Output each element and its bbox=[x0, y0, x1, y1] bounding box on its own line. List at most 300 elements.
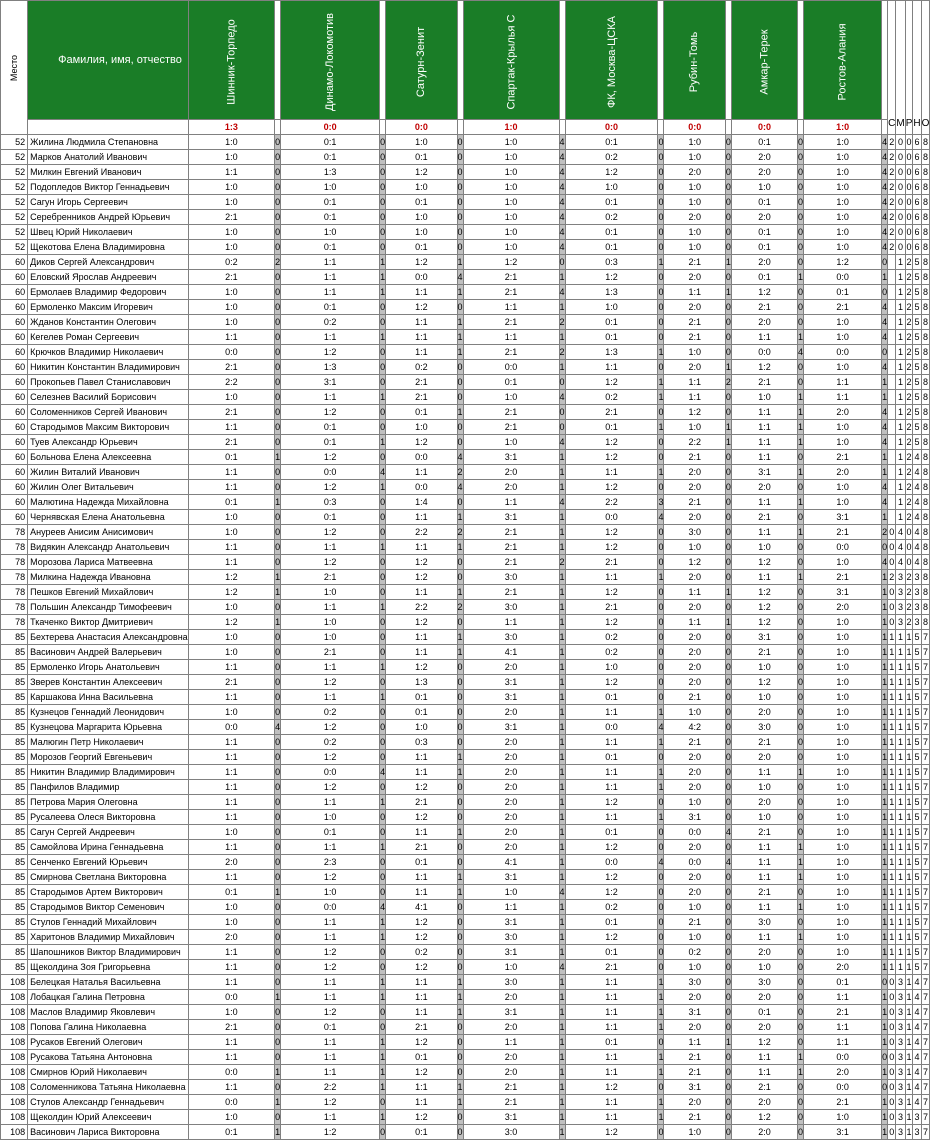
place-cell: 60 bbox=[1, 315, 28, 330]
points-cell: 1 bbox=[882, 945, 888, 960]
points-cell: 1 bbox=[725, 435, 731, 450]
match-header bbox=[731, 1, 797, 120]
points-cell: 0 bbox=[380, 750, 386, 765]
name-cell: Марков Анатолий Иванович bbox=[28, 150, 189, 165]
points-cell: 1 bbox=[275, 1095, 281, 1110]
prediction-cell: 2:3 bbox=[281, 855, 380, 870]
stat-cell: 1 bbox=[905, 645, 913, 660]
prediction-cell: 1:1 bbox=[386, 510, 457, 525]
points-cell: 0 bbox=[658, 690, 664, 705]
prediction-cell: 1:2 bbox=[731, 675, 797, 690]
match-result: 0:0 bbox=[386, 120, 457, 135]
stat-cell: 1 bbox=[896, 795, 905, 810]
points-cell: 1 bbox=[882, 705, 888, 720]
prediction-cell: 1:1 bbox=[731, 330, 797, 345]
stat-cell: 2 bbox=[905, 510, 913, 525]
stat-cell: 2 bbox=[905, 300, 913, 315]
points-cell: 0 bbox=[275, 360, 281, 375]
points-cell: 1 bbox=[457, 990, 463, 1005]
points-cell: 1 bbox=[559, 795, 565, 810]
stat-cell: 1 bbox=[896, 375, 905, 390]
prediction-cell: 2:1 bbox=[804, 525, 882, 540]
stat-cell: 2 bbox=[888, 150, 896, 165]
place-header bbox=[1, 1, 28, 135]
points-cell: 1 bbox=[882, 840, 888, 855]
prediction-cell: 2:0 bbox=[664, 1020, 725, 1035]
stat-cell: 8 bbox=[921, 450, 930, 465]
points-cell: 0 bbox=[658, 600, 664, 615]
place-cell: 60 bbox=[1, 480, 28, 495]
prediction-cell: 2:1 bbox=[463, 585, 559, 600]
points-cell: 1 bbox=[882, 630, 888, 645]
points-cell: 0 bbox=[725, 735, 731, 750]
prediction-cell: 0:1 bbox=[188, 1125, 274, 1140]
stat-cell: 7 bbox=[921, 690, 930, 705]
points-cell: 0 bbox=[275, 210, 281, 225]
points-cell: 1 bbox=[658, 390, 664, 405]
stat-cell: 7 bbox=[921, 825, 930, 840]
name-cell: Ануреев Анисим Анисимович bbox=[28, 525, 189, 540]
place-cell: 85 bbox=[1, 900, 28, 915]
stat-cell: 4 bbox=[913, 1005, 921, 1020]
prediction-cell: 1:1 bbox=[188, 780, 274, 795]
points-cell: 4 bbox=[559, 435, 565, 450]
name-cell: Соломенникова Татьяна Николаевна bbox=[28, 1080, 189, 1095]
points-cell: 0 bbox=[380, 555, 386, 570]
prediction-cell: 4:1 bbox=[463, 645, 559, 660]
prediction-cell: 0:1 bbox=[565, 915, 658, 930]
points-cell: 0 bbox=[457, 855, 463, 870]
prediction-cell: 2:0 bbox=[463, 660, 559, 675]
table-row bbox=[1, 285, 930, 300]
points-cell: 0 bbox=[658, 165, 664, 180]
place-cell: 85 bbox=[1, 705, 28, 720]
stat-cell: 7 bbox=[921, 915, 930, 930]
name-cell: Лобацкая Галина Петровна bbox=[28, 990, 189, 1005]
stat-cell: 7 bbox=[921, 975, 930, 990]
prediction-cell: 1:1 bbox=[565, 1050, 658, 1065]
points-cell: 0 bbox=[380, 780, 386, 795]
prediction-cell: 1:1 bbox=[731, 870, 797, 885]
name-cell: Харитонов Владимир Михайлович bbox=[28, 930, 189, 945]
points-cell: 0 bbox=[275, 825, 281, 840]
prediction-cell: 1:1 bbox=[188, 690, 274, 705]
points-cell: 4 bbox=[882, 240, 888, 255]
points-cell: 0 bbox=[457, 675, 463, 690]
stat-cell: 0 bbox=[888, 1125, 896, 1140]
stat-cell: 8 bbox=[921, 210, 930, 225]
points-cell: 1 bbox=[559, 855, 565, 870]
points-cell: 1 bbox=[658, 1110, 664, 1125]
points-cell: 0 bbox=[380, 735, 386, 750]
prediction-cell: 2:1 bbox=[731, 735, 797, 750]
prediction-cell: 1:1 bbox=[463, 300, 559, 315]
prediction-cell: 2:0 bbox=[463, 765, 559, 780]
stat-cell: 5 bbox=[913, 870, 921, 885]
prediction-cell: 1:2 bbox=[281, 525, 380, 540]
prediction-cell: 1:1 bbox=[281, 660, 380, 675]
stat-cell: 2 bbox=[888, 210, 896, 225]
points-cell: 0 bbox=[275, 225, 281, 240]
table-row bbox=[1, 945, 930, 960]
prediction-cell: 2:1 bbox=[664, 330, 725, 345]
prediction-cell: 2:0 bbox=[463, 795, 559, 810]
points-cell: 0 bbox=[275, 810, 281, 825]
table-row bbox=[1, 795, 930, 810]
stat-cell: 1 bbox=[888, 645, 896, 660]
prediction-cell: 1:2 bbox=[565, 885, 658, 900]
prediction-cell: 1:1 bbox=[281, 930, 380, 945]
points-cell: 1 bbox=[882, 585, 888, 600]
stat-cell: 1 bbox=[905, 1080, 913, 1095]
stat-cell: 1 bbox=[905, 1005, 913, 1020]
points-cell: 2 bbox=[559, 345, 565, 360]
prediction-cell: 1:0 bbox=[804, 645, 882, 660]
prediction-cell: 1:1 bbox=[664, 390, 725, 405]
name-cell: Щеколдина Зоя Григорьевна bbox=[28, 960, 189, 975]
table-row bbox=[1, 405, 930, 420]
points-cell: 1 bbox=[380, 990, 386, 1005]
stat-cell: 2 bbox=[905, 360, 913, 375]
prediction-cell: 1:1 bbox=[565, 765, 658, 780]
prediction-cell: 1:1 bbox=[386, 885, 457, 900]
prediction-cell: 1:2 bbox=[281, 1095, 380, 1110]
points-cell: 0 bbox=[275, 270, 281, 285]
prediction-cell: 1:2 bbox=[565, 870, 658, 885]
stat-cell: 5 bbox=[913, 345, 921, 360]
prediction-cell: 0:1 bbox=[188, 495, 274, 510]
stat-cell bbox=[888, 405, 896, 420]
prediction-cell: 1:2 bbox=[731, 285, 797, 300]
prediction-cell: 2:1 bbox=[664, 735, 725, 750]
prediction-cell: 1:3 bbox=[281, 165, 380, 180]
points-cell: 1 bbox=[559, 1050, 565, 1065]
prediction-cell: 2:2 bbox=[188, 375, 274, 390]
place-cell: 108 bbox=[1, 1050, 28, 1065]
stat-cell: 0 bbox=[905, 210, 913, 225]
stat-cell: 5 bbox=[913, 885, 921, 900]
prediction-cell: 1:1 bbox=[281, 690, 380, 705]
prediction-cell: 2:1 bbox=[463, 420, 559, 435]
points-cell: 2 bbox=[275, 255, 281, 270]
points-cell: 0 bbox=[658, 1080, 664, 1095]
prediction-cell: 1:0 bbox=[804, 435, 882, 450]
name-cell: Чернявская Елена Анатольевна bbox=[28, 510, 189, 525]
prediction-cell: 1:1 bbox=[565, 1005, 658, 1020]
match-header-label: Динамо-Локомотив bbox=[324, 13, 337, 111]
place-cell: 60 bbox=[1, 390, 28, 405]
points-cell: 1 bbox=[559, 1080, 565, 1095]
stat-cell: 5 bbox=[913, 810, 921, 825]
stat-cell: 0 bbox=[905, 195, 913, 210]
prediction-cell: 2:0 bbox=[731, 150, 797, 165]
points-cell: 0 bbox=[275, 690, 281, 705]
prediction-cell: 1:1 bbox=[731, 900, 797, 915]
prediction-cell: 1:1 bbox=[463, 495, 559, 510]
stat-cell: 4 bbox=[913, 1095, 921, 1110]
points-cell: 0 bbox=[275, 1035, 281, 1050]
prediction-cell: 2:0 bbox=[188, 855, 274, 870]
points-cell: 1 bbox=[559, 810, 565, 825]
points-cell: 0 bbox=[798, 660, 804, 675]
points-cell: 0 bbox=[457, 1035, 463, 1050]
prediction-cell: 0:0 bbox=[281, 900, 380, 915]
points-cell: 1 bbox=[882, 390, 888, 405]
points-cell: 0 bbox=[798, 210, 804, 225]
points-cell: 1 bbox=[798, 1050, 804, 1065]
points-cell: 0 bbox=[658, 480, 664, 495]
points-cell: 0 bbox=[725, 900, 731, 915]
prediction-cell: 1:2 bbox=[386, 915, 457, 930]
stat-cell: 5 bbox=[913, 825, 921, 840]
prediction-cell: 1:0 bbox=[463, 390, 559, 405]
prediction-cell: 0:1 bbox=[565, 315, 658, 330]
prediction-cell: 1:2 bbox=[281, 1005, 380, 1020]
points-cell: 4 bbox=[798, 345, 804, 360]
prediction-cell: 1:0 bbox=[664, 1125, 725, 1140]
prediction-cell: 0:2 bbox=[281, 735, 380, 750]
points-cell: 1 bbox=[658, 990, 664, 1005]
prediction-cell: 1:1 bbox=[804, 1020, 882, 1035]
points-cell: 0 bbox=[457, 945, 463, 960]
stat-cell: 5 bbox=[913, 750, 921, 765]
points-cell: 0 bbox=[798, 1080, 804, 1095]
table-row bbox=[1, 1110, 930, 1125]
points-cell: 0 bbox=[275, 1110, 281, 1125]
prediction-cell: 1:1 bbox=[565, 1020, 658, 1035]
prediction-cell: 0:1 bbox=[281, 210, 380, 225]
stat-cell: 5 bbox=[913, 630, 921, 645]
prediction-cell: 1:0 bbox=[804, 480, 882, 495]
prediction-cell: 0:0 bbox=[386, 480, 457, 495]
points-cell: 0 bbox=[275, 795, 281, 810]
points-cell: 0 bbox=[380, 960, 386, 975]
points-cell: 0 bbox=[725, 240, 731, 255]
prediction-cell: 2:1 bbox=[386, 840, 457, 855]
stat-cell: 7 bbox=[921, 660, 930, 675]
match-header bbox=[386, 1, 457, 120]
points-cell: 4 bbox=[658, 855, 664, 870]
points-cell: 0 bbox=[457, 780, 463, 795]
points-cell: 1 bbox=[559, 915, 565, 930]
name-cell: Прокопьев Павел Станиславович bbox=[28, 375, 189, 390]
prediction-cell: 1:2 bbox=[565, 450, 658, 465]
prediction-cell: 1:1 bbox=[188, 795, 274, 810]
prediction-cell: 1:2 bbox=[281, 345, 380, 360]
points-cell: 0 bbox=[798, 450, 804, 465]
stat-cell: 7 bbox=[921, 1050, 930, 1065]
points-cell: 1 bbox=[275, 615, 281, 630]
points-cell: 0 bbox=[457, 180, 463, 195]
prediction-cell: 0:1 bbox=[731, 135, 797, 150]
match-header bbox=[281, 1, 380, 120]
stat-cell: 1 bbox=[896, 465, 905, 480]
stat-cell: 6 bbox=[913, 165, 921, 180]
name-cell: Малюгин Петр Николаевич bbox=[28, 735, 189, 750]
stat-cell: 5 bbox=[913, 315, 921, 330]
prediction-cell: 1:0 bbox=[463, 180, 559, 195]
prediction-cell: 2:1 bbox=[463, 285, 559, 300]
prediction-cell: 1:1 bbox=[281, 915, 380, 930]
prediction-cell: 1:2 bbox=[565, 585, 658, 600]
points-cell: 1 bbox=[882, 780, 888, 795]
place-cell: 60 bbox=[1, 495, 28, 510]
points-cell: 1 bbox=[380, 600, 386, 615]
points-cell: 1 bbox=[882, 375, 888, 390]
points-cell: 1 bbox=[380, 915, 386, 930]
prediction-cell: 1:3 bbox=[281, 360, 380, 375]
prediction-cell: 1:2 bbox=[188, 570, 274, 585]
points-cell: 0 bbox=[275, 900, 281, 915]
prediction-cell: 1:0 bbox=[463, 885, 559, 900]
place-cell: 78 bbox=[1, 615, 28, 630]
points-cell: 0 bbox=[658, 885, 664, 900]
stat-cell: 4 bbox=[913, 975, 921, 990]
stat-cell: 1 bbox=[896, 735, 905, 750]
prediction-cell: 1:0 bbox=[664, 345, 725, 360]
prediction-cell: 1:1 bbox=[565, 705, 658, 720]
prediction-cell: 1:0 bbox=[804, 240, 882, 255]
points-cell: 0 bbox=[275, 705, 281, 720]
prediction-cell: 3:1 bbox=[463, 690, 559, 705]
points-cell: 0 bbox=[798, 240, 804, 255]
points-cell: 1 bbox=[725, 255, 731, 270]
name-cell: Ермоленко Игорь Анатольевич bbox=[28, 660, 189, 675]
points-cell: 0 bbox=[798, 825, 804, 840]
points-cell: 1 bbox=[380, 390, 386, 405]
points-cell: 0 bbox=[725, 570, 731, 585]
points-cell: 1 bbox=[275, 585, 281, 600]
points-cell: 0 bbox=[725, 480, 731, 495]
name-cell: Стародымов Виктор Семенович bbox=[28, 900, 189, 915]
points-cell: 0 bbox=[275, 285, 281, 300]
points-cell: 0 bbox=[275, 435, 281, 450]
stat-cell: 0 bbox=[905, 540, 913, 555]
prediction-cell: 0:2 bbox=[664, 945, 725, 960]
points-cell: 0 bbox=[380, 405, 386, 420]
points-cell: 4 bbox=[559, 240, 565, 255]
prediction-cell: 2:0 bbox=[463, 465, 559, 480]
points-cell: 4 bbox=[559, 180, 565, 195]
prediction-cell: 3:0 bbox=[463, 930, 559, 945]
prediction-cell: 2:0 bbox=[664, 675, 725, 690]
prediction-cell: 2:0 bbox=[731, 1020, 797, 1035]
points-cell: 0 bbox=[380, 870, 386, 885]
points-cell: 0 bbox=[457, 420, 463, 435]
points-cell: 1 bbox=[559, 975, 565, 990]
prediction-cell: 1:1 bbox=[281, 285, 380, 300]
points-cell: 1 bbox=[380, 975, 386, 990]
stat-cell: 2 bbox=[888, 240, 896, 255]
stat-cell: 8 bbox=[921, 495, 930, 510]
table-row bbox=[1, 630, 930, 645]
points-cell: 1 bbox=[798, 840, 804, 855]
points-cell: 0 bbox=[798, 600, 804, 615]
stat-cell: 1 bbox=[905, 810, 913, 825]
points-cell: 0 bbox=[725, 960, 731, 975]
points-cell: 0 bbox=[658, 870, 664, 885]
points-cell: 1 bbox=[559, 450, 565, 465]
points-cell: 0 bbox=[275, 135, 281, 150]
points-cell: 0 bbox=[798, 555, 804, 570]
points-cell: 0 bbox=[798, 1035, 804, 1050]
points-cell: 1 bbox=[882, 660, 888, 675]
prediction-cell: 1:1 bbox=[386, 540, 457, 555]
stat-cell: 7 bbox=[921, 1020, 930, 1035]
points-cell: 0 bbox=[658, 825, 664, 840]
points-cell: 1 bbox=[882, 1035, 888, 1050]
points-cell: 1 bbox=[380, 660, 386, 675]
place-cell: 78 bbox=[1, 540, 28, 555]
points-cell: 0 bbox=[798, 285, 804, 300]
points-cell: 1 bbox=[798, 525, 804, 540]
prediction-cell: 3:1 bbox=[463, 870, 559, 885]
prediction-cell: 1:0 bbox=[188, 315, 274, 330]
points-cell: 0 bbox=[725, 765, 731, 780]
stat-cell: 1 bbox=[896, 885, 905, 900]
prediction-cell: 1:0 bbox=[386, 420, 457, 435]
stat-cell bbox=[888, 495, 896, 510]
stat-cell: 2 bbox=[905, 345, 913, 360]
prediction-cell: 2:0 bbox=[664, 1095, 725, 1110]
stat-cell: 7 bbox=[921, 1080, 930, 1095]
prediction-cell: 2:1 bbox=[731, 300, 797, 315]
stat-cell: 1 bbox=[888, 855, 896, 870]
prediction-cell: 0:1 bbox=[386, 855, 457, 870]
table-row bbox=[1, 960, 930, 975]
prediction-cell: 1:0 bbox=[281, 180, 380, 195]
prediction-cell: 3:1 bbox=[664, 1005, 725, 1020]
points-cell: 1 bbox=[882, 570, 888, 585]
prediction-cell: 1:1 bbox=[281, 1110, 380, 1125]
stat-cell: 0 bbox=[888, 555, 896, 570]
prediction-cell: 0:0 bbox=[386, 450, 457, 465]
points-cell: 1 bbox=[559, 705, 565, 720]
points-cell: 0 bbox=[798, 195, 804, 210]
points-cell: 1 bbox=[882, 885, 888, 900]
points-cell: 1 bbox=[380, 690, 386, 705]
points-cell: 0 bbox=[725, 690, 731, 705]
prediction-cell: 1:2 bbox=[281, 960, 380, 975]
place-cell: 108 bbox=[1, 1125, 28, 1140]
place-cell: 60 bbox=[1, 285, 28, 300]
prediction-cell: 1:2 bbox=[565, 930, 658, 945]
points-cell: 0 bbox=[725, 510, 731, 525]
points-cell: 0 bbox=[798, 225, 804, 240]
prediction-cell: 0:0 bbox=[565, 510, 658, 525]
points-cell: 1 bbox=[559, 270, 565, 285]
prediction-cell: 1:0 bbox=[281, 615, 380, 630]
stat-cell: 0 bbox=[888, 585, 896, 600]
stat-cell: 0 bbox=[905, 555, 913, 570]
prediction-cell: 1:1 bbox=[386, 750, 457, 765]
points-cell: 0 bbox=[798, 975, 804, 990]
points-cell: 0 bbox=[725, 300, 731, 315]
points-cell: 1 bbox=[798, 465, 804, 480]
points-cell: 0 bbox=[658, 900, 664, 915]
points-cell: 0 bbox=[798, 255, 804, 270]
points-cell: 0 bbox=[725, 810, 731, 825]
match-header bbox=[463, 1, 559, 120]
points-cell: 1 bbox=[658, 1095, 664, 1110]
stat-cell: 1 bbox=[896, 300, 905, 315]
stat-cell: 1 bbox=[896, 435, 905, 450]
points-cell: 1 bbox=[380, 1065, 386, 1080]
prediction-cell: 2:0 bbox=[664, 270, 725, 285]
stat-cell: 6 bbox=[913, 210, 921, 225]
place-cell: 108 bbox=[1, 1065, 28, 1080]
points-cell: 0 bbox=[380, 855, 386, 870]
